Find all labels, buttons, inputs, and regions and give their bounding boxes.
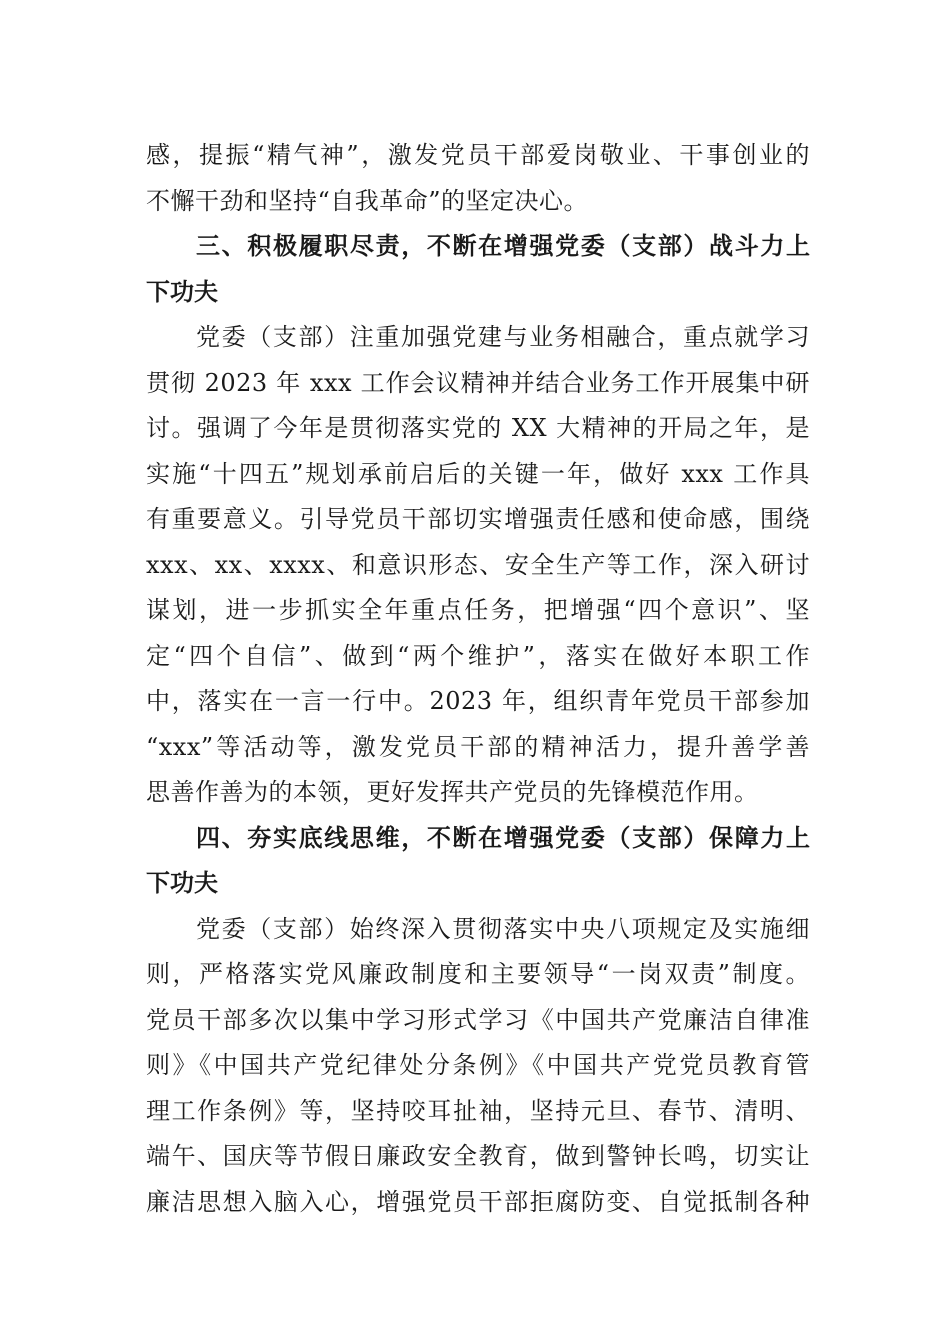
body-line: 则，严格落实党风廉政制度和主要领导“一岗双责”制度。 — [146, 960, 810, 988]
body-line: 则》《中国共产党纪律处分条例》《中国共产党党员教育管 — [146, 1051, 810, 1079]
body-line: 感，提振“精气神”，激发党员干部爱岗敬业、干事创业的 — [146, 141, 810, 169]
body-line: 党委（支部）注重加强党建与业务相融合，重点就学习 — [196, 323, 810, 351]
body-line: 实施“十四五”规划承前启后的关键一年，做好 xxx 工作具 — [146, 459, 810, 488]
body-line: 讨。强调了今年是贯彻落实党的 XX 大精神的开局之年，是 — [146, 414, 810, 442]
body-line: 党员干部多次以集中学习形式学习《中国共产党廉洁自律准 — [146, 1005, 810, 1034]
body-line: 中，落实在一言一行中。2023 年，组织青年党员干部参加 — [146, 687, 810, 715]
document-page — [146, 133, 810, 1225]
body-line: 廉洁思想入脑入心，增强党员干部拒腐防变、自觉抵制各种 — [146, 1187, 810, 1216]
section-heading: 下功夫 — [146, 277, 218, 306]
body-line: 定“四个自信”、做到“两个维护”，落实在做好本职工作 — [146, 641, 810, 670]
body-line: 端午、国庆等节假日廉政安全教育，做到警钟长鸣，切实让 — [146, 1142, 810, 1170]
body-line: 谋划，进一步抓实全年重点任务，把增强“四个意识”、坚 — [146, 596, 810, 624]
section-heading: 三、积极履职尽责，不断在增强党委（支部）战斗力上 — [196, 232, 810, 260]
body-line: xxx、xx、xxxx、和意识形态、安全生产等工作，深入研讨 — [146, 550, 810, 579]
body-line: 不懈干劲和坚持“自我革命”的坚定决心。 — [146, 186, 589, 215]
body-line: 理工作条例》等，坚持咬耳扯袖，坚持元旦、春节、清明、 — [146, 1096, 810, 1125]
body-line: 党委（支部）始终深入贯彻落实中央八项规定及实施细 — [196, 914, 810, 943]
section-heading: 下功夫 — [146, 869, 218, 897]
body-line: 思善作善为的本领，更好发挥共产党员的先锋模范作用。 — [146, 778, 759, 806]
body-line: 有重要意义。引导党员干部切实增强责任感和使命感，围绕 — [146, 505, 810, 533]
body-line: 贯彻 2023 年 xxx 工作会议精神并结合业务工作开展集中研 — [146, 368, 810, 397]
body-line: “xxx”等活动等，激发党员干部的精神活力，提升善学善 — [146, 732, 810, 761]
section-heading: 四、夯实底线思维，不断在增强党委（支部）保障力上 — [196, 823, 810, 852]
